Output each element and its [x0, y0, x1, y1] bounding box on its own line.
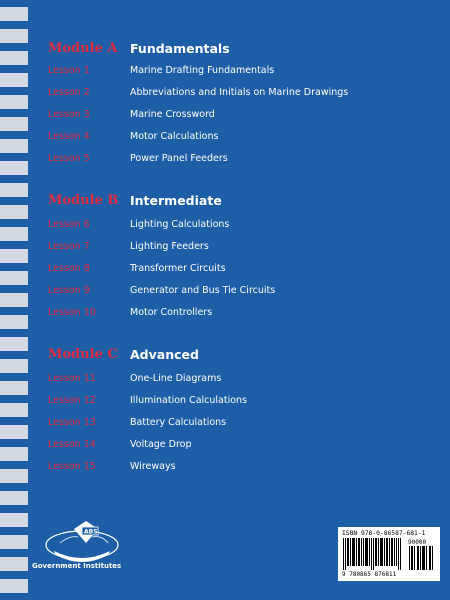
lesson-label: Lesson 11	[48, 372, 96, 384]
lesson-label: Lesson 5	[48, 152, 90, 164]
emblem-text: ABS	[84, 528, 98, 536]
lesson-label: Lesson 3	[48, 108, 90, 120]
lesson-title: Lighting Feeders	[130, 240, 209, 252]
isbn-text: ISBN 978-0-86587-681-1	[342, 530, 426, 537]
publisher-name: Government Institutes	[32, 562, 122, 570]
lesson-row	[48, 260, 226, 276]
module-title: Intermediate	[130, 192, 222, 208]
lesson-label: Lesson 12	[48, 394, 96, 406]
lesson-row	[48, 458, 176, 474]
lesson-title: Motor Controllers	[130, 306, 213, 318]
lesson-row	[48, 436, 192, 452]
lesson-row	[48, 304, 212, 320]
price-code: 90000	[408, 539, 427, 546]
lesson-title: Battery Calculations	[130, 416, 227, 428]
barcode-block	[338, 527, 440, 581]
module-label: Module A	[48, 40, 118, 56]
lesson-label: Lesson 9	[48, 284, 90, 296]
lesson-row	[48, 84, 348, 100]
lesson-row	[48, 62, 274, 78]
lesson-title: Marine Crossword	[130, 108, 215, 120]
lesson-row	[48, 392, 247, 408]
lesson-label: Lesson 4	[48, 130, 90, 142]
lesson-row	[48, 128, 218, 144]
barcode-digits: 9 780865 876811	[342, 571, 397, 578]
lesson-label: Lesson 14	[48, 438, 96, 450]
left-stripe-pattern	[0, 0, 28, 600]
module-title: Advanced	[130, 346, 199, 362]
lesson-title: Marine Drafting Fundamentals	[130, 64, 275, 76]
lesson-label: Lesson 7	[48, 240, 90, 252]
lesson-row	[48, 150, 228, 166]
barcode-bars-icon	[343, 538, 401, 570]
lesson-title: Generator and Bus Tie Circuits	[130, 284, 276, 296]
module-label: Module B	[48, 192, 119, 208]
lesson-label: Lesson 8	[48, 262, 90, 274]
lesson-title: Lighting Calculations	[130, 218, 230, 230]
lesson-row	[48, 414, 226, 430]
lesson-label: Lesson 1	[48, 64, 90, 76]
lesson-label: Lesson 15	[48, 460, 96, 472]
lesson-title: Wireways	[130, 460, 176, 472]
lesson-title: Transformer Circuits	[130, 262, 226, 274]
lesson-label: Lesson 13	[48, 416, 96, 428]
lesson-label: Lesson 10	[48, 306, 96, 318]
module-label: Module C	[48, 346, 118, 362]
lesson-title: Motor Calculations	[130, 130, 219, 142]
lesson-row	[48, 238, 209, 254]
lesson-title: Illumination Calculations	[130, 394, 248, 406]
lesson-title: Abbreviations and Initials on Marine Drawings	[130, 86, 349, 98]
lesson-label: Lesson 2	[48, 86, 90, 98]
lesson-title: One-Line Diagrams	[130, 372, 222, 384]
price-barcode-icon	[407, 538, 435, 570]
lesson-title: Power Panel Feeders	[130, 152, 228, 164]
lesson-row	[48, 282, 275, 298]
lesson-label: Lesson 6	[48, 218, 90, 230]
module-title: Fundamentals	[130, 40, 230, 56]
lesson-title: Voltage Drop	[130, 438, 192, 450]
lesson-row	[48, 106, 215, 122]
lesson-row	[48, 216, 229, 232]
lesson-row	[48, 370, 221, 386]
